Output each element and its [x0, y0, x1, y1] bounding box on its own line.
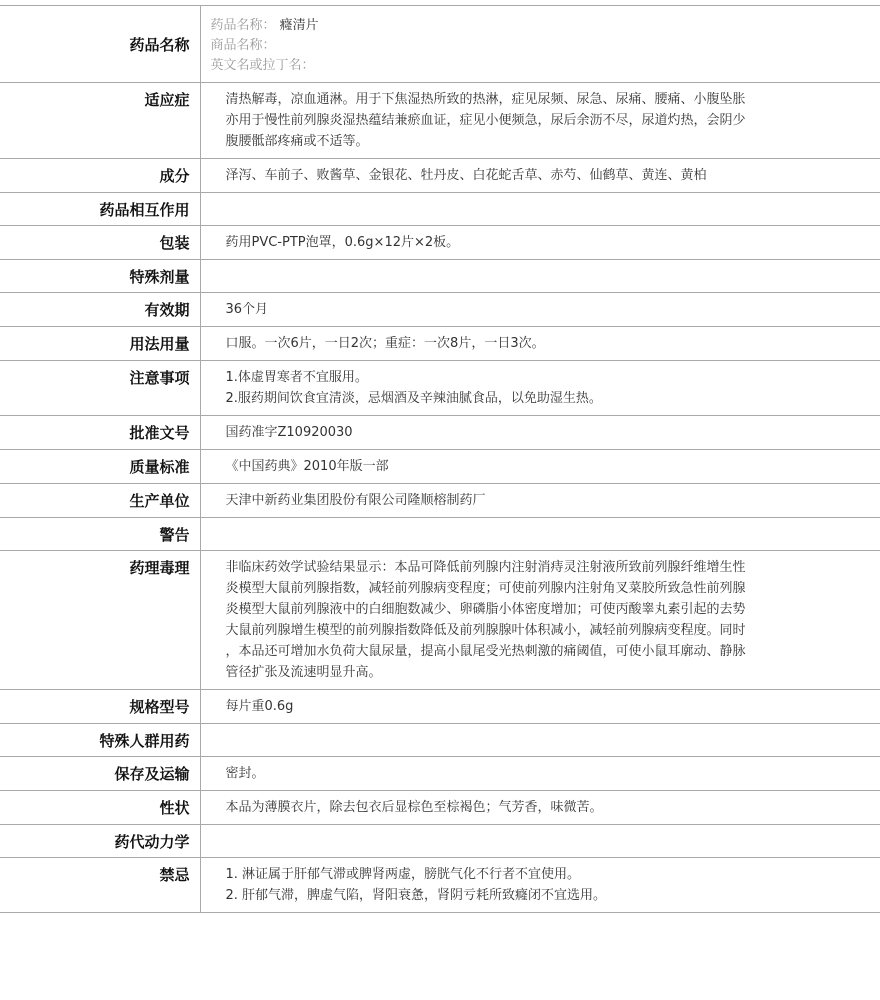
generic-name-line	[211, 16, 871, 36]
value-specification: 每片重0.6g	[200, 690, 880, 724]
row-contraindications	[0, 858, 880, 913]
value-approval-number: 国药准字Z10920030	[200, 416, 880, 450]
value-special-dosage	[200, 260, 880, 293]
label-special-population: 特殊人群用药	[0, 724, 200, 757]
trade-name-key: 商品名称：	[210, 38, 276, 53]
value-interactions	[200, 193, 880, 226]
row-appearance	[0, 791, 880, 825]
row-special-dosage	[0, 260, 880, 293]
value-pharmacology	[200, 551, 880, 690]
english-name-key: 英文名或拉丁名：	[210, 58, 315, 73]
label-special-dosage: 特殊剂量	[0, 260, 200, 293]
row-specification	[0, 690, 880, 724]
value-ingredients: 泽泻、车前子、败酱草、金银花、牡丹皮、白花蛇舌草、赤芍、仙鹤草、黄连、黄柏	[200, 159, 880, 193]
row-pharmacokinetics	[0, 825, 880, 858]
value-warning	[200, 518, 880, 551]
label-shelf-life: 有效期	[0, 293, 200, 327]
value-manufacturer: 天津中新药业集团股份有限公司隆顺榕制药厂	[200, 484, 880, 518]
value-pharmacokinetics	[200, 825, 880, 858]
pharmacology-line: 非临床药效学试验结果显示：本品可降低前列腺内注射消痔灵注射液所致前列腺纤维增生性	[225, 560, 746, 575]
row-quality-standard	[0, 450, 880, 484]
precautions-line: 1.体虚胃寒者不宜服用。	[225, 370, 368, 385]
value-usage: 口服。一次6片，一日2次；重症：一次8片，一日3次。	[200, 327, 880, 361]
value-drug-name	[200, 6, 880, 83]
drug-spec-table	[0, 5, 880, 913]
row-approval-number	[0, 416, 880, 450]
label-drug-name: 药品名称	[0, 6, 200, 83]
pharmacology-line: 炎模型大鼠前列腺液中的白细胞数减少、卵磷脂小体密度增加；可使丙酸睾丸素引起的去势	[225, 602, 746, 617]
value-appearance: 本品为薄膜衣片，除去包衣后显棕色至棕褐色；气芳香，味微苦。	[200, 791, 880, 825]
row-indications	[0, 83, 880, 159]
label-pharmacokinetics: 药代动力学	[0, 825, 200, 858]
generic-name-value: 癃清片	[279, 18, 319, 33]
row-drug-name	[0, 6, 880, 83]
row-pharmacology	[0, 551, 880, 690]
label-quality-standard: 质量标准	[0, 450, 200, 484]
pharmacology-line: 炎模型大鼠前列腺指数，减轻前列腺病变程度；可使前列腺内注射角叉菜胶所致急性前列腺	[225, 581, 746, 596]
value-precautions	[200, 361, 880, 416]
value-shelf-life: 36个月	[200, 293, 880, 327]
indications-line: 清热解毒，凉血通淋。用于下焦湿热所致的热淋，症见尿频、尿急、尿痛、腰痛、小腹坠胀	[225, 92, 746, 107]
pharmacology-line: ，本品还可增加水负荷大鼠尿量，提高小鼠尾受光热刺激的痛阈值，可使小鼠耳廓动、静脉	[225, 644, 746, 659]
row-warning	[0, 518, 880, 551]
label-precautions: 注意事项	[0, 361, 200, 416]
label-indications: 适应症	[0, 83, 200, 159]
english-name-line	[211, 56, 871, 76]
pharmacology-line: 大鼠前列腺增生模型的前列腺指数降低及前列腺腺叶体积减小，减轻前列腺病变程度。同时	[225, 623, 746, 638]
indications-line: 亦用于慢性前列腺炎湿热蕴结兼瘀血证，症见小便频急，尿后余沥不尽，尿道灼热，会阴少	[225, 113, 746, 128]
row-precautions	[0, 361, 880, 416]
label-storage: 保存及运输	[0, 757, 200, 791]
contraindications-line: 2. 肝郁气滞，脾虚气陷，肾阳衰惫，肾阴亏耗所致癃闭不宜选用。	[225, 888, 607, 903]
label-interactions: 药品相互作用	[0, 193, 200, 226]
row-packaging	[0, 226, 880, 260]
label-pharmacology: 药理毒理	[0, 551, 200, 690]
row-special-population	[0, 724, 880, 757]
indications-line: 腹腰骶部疼痛或不适等。	[225, 134, 369, 149]
label-contraindications: 禁忌	[0, 858, 200, 913]
value-packaging: 药用PVC-PTP泡罩，0.6g×12片×2板。	[200, 226, 880, 260]
label-specification: 规格型号	[0, 690, 200, 724]
label-packaging: 包装	[0, 226, 200, 260]
row-shelf-life	[0, 293, 880, 327]
row-manufacturer	[0, 484, 880, 518]
generic-name-key: 药品名称：	[210, 18, 276, 33]
value-indications	[200, 83, 880, 159]
row-interactions	[0, 193, 880, 226]
value-storage: 密封。	[200, 757, 880, 791]
pharmacology-line: 管径扩张及流速明显升高。	[225, 665, 382, 680]
trade-name-line	[211, 36, 871, 56]
label-approval-number: 批准文号	[0, 416, 200, 450]
row-storage	[0, 757, 880, 791]
label-ingredients: 成分	[0, 159, 200, 193]
value-special-population	[200, 724, 880, 757]
row-usage	[0, 327, 880, 361]
precautions-line: 2.服药期间饮食宜清淡，忌烟酒及辛辣油腻食品，以免助湿生热。	[225, 391, 602, 406]
value-quality-standard: 《中国药典》2010年版一部	[200, 450, 880, 484]
contraindications-line: 1. 淋证属于肝郁气滞或脾肾两虚，膀胱气化不行者不宜使用。	[225, 867, 581, 882]
value-contraindications	[200, 858, 880, 913]
label-usage: 用法用量	[0, 327, 200, 361]
label-warning: 警告	[0, 518, 200, 551]
label-appearance: 性状	[0, 791, 200, 825]
row-ingredients	[0, 159, 880, 193]
label-manufacturer: 生产单位	[0, 484, 200, 518]
